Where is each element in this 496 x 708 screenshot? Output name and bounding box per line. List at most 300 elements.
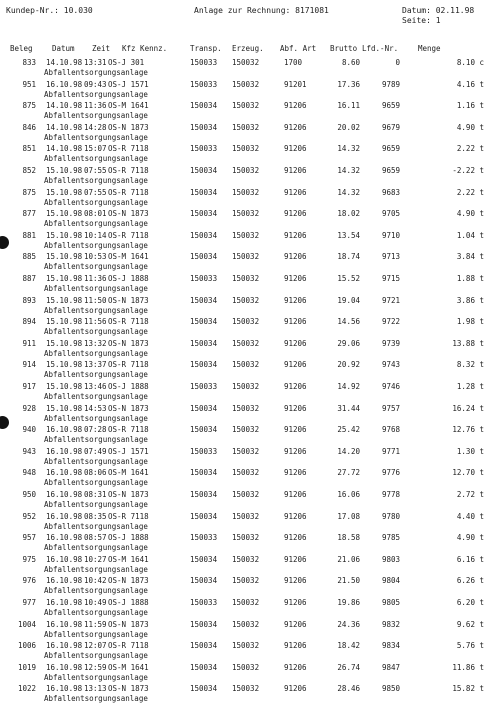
gross-weight-cell: 18.58 bbox=[337, 533, 360, 543]
transporter-cell: 150034 bbox=[190, 511, 218, 521]
gross-weight-cell: 26.74 bbox=[337, 662, 360, 672]
waste-type-cell: 91206 bbox=[284, 338, 307, 348]
producer-cell: 150032 bbox=[232, 511, 260, 521]
row-description: Abfallentsorgungsanlage bbox=[44, 543, 148, 553]
table-row bbox=[0, 339, 496, 363]
transporter-cell: 150034 bbox=[190, 425, 218, 435]
waste-type-cell: 91206 bbox=[284, 598, 307, 607]
producer-cell: 150032 bbox=[232, 662, 260, 672]
vehicle-plate-cell: OS-J 1888 bbox=[108, 382, 149, 391]
beleg-cell: 928 bbox=[22, 403, 36, 413]
time-cell: 08:31 bbox=[84, 490, 107, 499]
gross-weight-cell: 18.42 bbox=[337, 641, 360, 651]
table-row bbox=[0, 641, 496, 665]
beleg-cell: 948 bbox=[22, 468, 36, 478]
vehicle-plate-cell: OS-N 1873 bbox=[108, 403, 149, 413]
beleg-cell: 914 bbox=[22, 360, 36, 370]
quantity-cell: 4.16 t bbox=[456, 79, 484, 89]
serial-number-cell: 9679 bbox=[381, 122, 400, 132]
beleg-cell: 917 bbox=[22, 382, 36, 391]
table-row bbox=[0, 80, 496, 104]
transporter-cell: 150033 bbox=[190, 598, 218, 607]
quantity-cell: 12.70 t bbox=[452, 468, 484, 478]
serial-number-cell: 9785 bbox=[381, 533, 400, 543]
date-cell: 16.10.98 bbox=[46, 619, 83, 629]
quantity-cell: 1.16 t bbox=[456, 101, 484, 111]
row-description: Abfallentsorgungsanlage bbox=[44, 68, 148, 77]
waste-type-cell: 91206 bbox=[284, 122, 307, 132]
serial-number-cell: 9746 bbox=[381, 382, 400, 391]
table-row bbox=[0, 317, 496, 341]
gross-weight-cell: 18.74 bbox=[337, 252, 360, 262]
time-cell: 11:56 bbox=[84, 317, 107, 327]
waste-type-cell: 91206 bbox=[284, 576, 307, 586]
transporter-cell: 150034 bbox=[190, 209, 218, 219]
producer-cell: 150032 bbox=[232, 58, 260, 67]
row-description: Abfallentsorgungsanlage bbox=[44, 608, 148, 617]
gross-weight-cell: 17.08 bbox=[337, 511, 360, 521]
time-cell: 10:27 bbox=[84, 554, 107, 564]
gross-weight-cell: 21.50 bbox=[337, 576, 360, 586]
serial-number-cell: 9743 bbox=[381, 360, 400, 370]
quantity-cell: 1.88 t bbox=[456, 274, 484, 283]
table-row bbox=[0, 382, 496, 406]
table-row bbox=[0, 188, 496, 212]
transporter-cell: 150033 bbox=[190, 382, 218, 391]
table-row bbox=[0, 123, 496, 147]
producer-cell: 150032 bbox=[232, 619, 260, 629]
producer-cell: 150032 bbox=[232, 274, 260, 283]
beleg-cell: 852 bbox=[22, 166, 36, 175]
waste-type-cell: 91206 bbox=[284, 490, 307, 499]
vehicle-plate-cell: OS-R 7118 bbox=[108, 166, 149, 175]
beleg-cell: 887 bbox=[22, 274, 36, 283]
serial-number-cell: 9721 bbox=[381, 295, 400, 305]
row-description: Abfallentsorgungsanlage bbox=[44, 305, 148, 315]
transporter-cell: 150034 bbox=[190, 468, 218, 478]
date-cell: 15.10.98 bbox=[46, 230, 83, 240]
producer-cell: 150032 bbox=[232, 425, 260, 435]
serial-number-cell: 9705 bbox=[381, 209, 400, 219]
row-description: Abfallentsorgungsanlage bbox=[44, 629, 148, 639]
gross-weight-cell: 25.42 bbox=[337, 425, 360, 435]
serial-number-cell: 9757 bbox=[381, 403, 400, 413]
row-description: Abfallentsorgungsanlage bbox=[44, 327, 148, 337]
serial-number-cell: 9805 bbox=[381, 598, 400, 607]
serial-number-cell: 9834 bbox=[381, 641, 400, 651]
date-cell: 15.10.98 bbox=[46, 338, 83, 348]
gross-weight-cell: 14.20 bbox=[337, 446, 360, 456]
vehicle-plate-cell: OS-R 7118 bbox=[108, 144, 149, 154]
time-cell: 12:07 bbox=[84, 641, 107, 651]
vehicle-plate-cell: OS-R 7118 bbox=[108, 425, 149, 435]
waste-type-cell: 91206 bbox=[284, 360, 307, 370]
transporter-cell: 150033 bbox=[190, 144, 218, 154]
row-description: Abfallentsorgungsanlage bbox=[44, 176, 148, 185]
table-row bbox=[0, 144, 496, 168]
time-cell: 08:57 bbox=[84, 533, 107, 543]
row-description: Abfallentsorgungsanlage bbox=[44, 262, 148, 272]
transporter-cell: 150034 bbox=[190, 166, 218, 175]
producer-cell: 150032 bbox=[232, 122, 260, 132]
beleg-cell: 940 bbox=[22, 425, 36, 435]
time-cell: 09:43 bbox=[84, 79, 107, 89]
beleg-cell: 952 bbox=[22, 511, 36, 521]
serial-number-cell: 9778 bbox=[381, 490, 400, 499]
waste-type-cell: 91206 bbox=[284, 554, 307, 564]
beleg-cell: 1004 bbox=[17, 619, 36, 629]
date-cell: 16.10.98 bbox=[46, 554, 83, 564]
waste-type-cell: 91206 bbox=[284, 403, 307, 413]
serial-number-cell: 9768 bbox=[381, 425, 400, 435]
vehicle-plate-cell: OS-J 301 bbox=[108, 58, 145, 67]
vehicle-plate-cell: OS-R 7118 bbox=[108, 511, 149, 521]
row-description: Abfallentsorgungsanlage bbox=[44, 154, 148, 164]
transporter-cell: 150033 bbox=[190, 274, 218, 283]
row-description: Abfallentsorgungsanlage bbox=[44, 413, 148, 423]
transporter-cell: 150034 bbox=[190, 252, 218, 262]
row-description: Abfallentsorgungsanlage bbox=[44, 672, 148, 682]
time-cell: 10:53 bbox=[84, 252, 107, 262]
row-description: Abfallentsorgungsanlage bbox=[44, 564, 148, 574]
table-row bbox=[0, 533, 496, 557]
beleg-cell: 885 bbox=[22, 252, 36, 262]
transporter-cell: 150034 bbox=[190, 187, 218, 197]
time-cell: 15:07 bbox=[84, 144, 107, 154]
producer-cell: 150032 bbox=[232, 166, 260, 175]
beleg-cell: 950 bbox=[22, 490, 36, 499]
date-cell: 16.10.98 bbox=[46, 641, 83, 651]
producer-cell: 150032 bbox=[232, 490, 260, 499]
gross-weight-cell: 17.36 bbox=[337, 79, 360, 89]
time-cell: 10:42 bbox=[84, 576, 107, 586]
date-cell: 16.10.98 bbox=[46, 490, 83, 499]
quantity-cell: 16.24 t bbox=[452, 403, 484, 413]
quantity-cell: 15.82 t bbox=[452, 684, 484, 694]
date-cell: 15.10.98 bbox=[46, 166, 83, 175]
producer-cell: 150032 bbox=[232, 230, 260, 240]
vehicle-plate-cell: OS-J 1571 bbox=[108, 79, 149, 89]
transporter-cell: 150034 bbox=[190, 662, 218, 672]
time-cell: 07:55 bbox=[84, 166, 107, 175]
date-cell: 15.10.98 bbox=[46, 187, 83, 197]
vehicle-plate-cell: OS-R 7118 bbox=[108, 230, 149, 240]
time-cell: 11:59 bbox=[84, 619, 107, 629]
serial-number-cell: 9850 bbox=[381, 684, 400, 694]
quantity-cell: 3.86 t bbox=[456, 295, 484, 305]
quantity-cell: 6.20 t bbox=[456, 598, 484, 607]
table-row bbox=[0, 274, 496, 298]
transporter-cell: 150034 bbox=[190, 360, 218, 370]
quantity-cell: 13.88 t bbox=[452, 338, 484, 348]
customer-number: Kundep-Nr.: 10.030 bbox=[6, 6, 93, 15]
gross-weight-cell: 29.06 bbox=[337, 338, 360, 348]
gross-weight-cell: 14.92 bbox=[337, 382, 360, 391]
quantity-cell: 9.62 t bbox=[456, 619, 484, 629]
waste-type-cell: 91206 bbox=[284, 641, 307, 651]
table-row bbox=[0, 166, 496, 190]
table-row bbox=[0, 252, 496, 276]
waste-type-cell: 91206 bbox=[284, 684, 307, 694]
producer-cell: 150032 bbox=[232, 598, 260, 607]
date-cell: 16.10.98 bbox=[46, 468, 83, 478]
serial-number-cell: 9683 bbox=[381, 187, 400, 197]
col-header-erzeug: Erzeug. bbox=[232, 44, 264, 53]
transporter-cell: 150034 bbox=[190, 684, 218, 694]
serial-number-cell: 9739 bbox=[381, 338, 400, 348]
producer-cell: 150032 bbox=[232, 576, 260, 586]
date-cell: 15.10.98 bbox=[46, 317, 83, 327]
table-row bbox=[0, 555, 496, 579]
transporter-cell: 150034 bbox=[190, 295, 218, 305]
table-row bbox=[0, 404, 496, 428]
producer-cell: 150032 bbox=[232, 338, 260, 348]
serial-number-cell: 9847 bbox=[381, 662, 400, 672]
vehicle-plate-cell: OS-R 7118 bbox=[108, 187, 149, 197]
time-cell: 10:14 bbox=[84, 230, 107, 240]
date-cell: 15.10.98 bbox=[46, 252, 83, 262]
row-description: Abfallentsorgungsanlage bbox=[44, 219, 148, 229]
waste-type-cell: 91206 bbox=[284, 468, 307, 478]
quantity-cell: 8.32 t bbox=[456, 360, 484, 370]
waste-type-cell: 91206 bbox=[284, 446, 307, 456]
vehicle-plate-cell: OS-J 1571 bbox=[108, 446, 149, 456]
producer-cell: 150032 bbox=[232, 446, 260, 456]
gross-weight-cell: 31.44 bbox=[337, 403, 360, 413]
date-cell: 14.10.98 bbox=[46, 122, 83, 132]
quantity-cell: 4.90 t bbox=[456, 122, 484, 132]
table-row bbox=[0, 620, 496, 644]
beleg-cell: 1019 bbox=[17, 662, 36, 672]
col-header-datum: Datum bbox=[52, 44, 75, 53]
serial-number-cell: 9789 bbox=[381, 79, 400, 89]
gross-weight-cell: 16.06 bbox=[337, 490, 360, 499]
date-cell: 14.10.98 bbox=[46, 144, 83, 154]
waste-type-cell: 91206 bbox=[284, 619, 307, 629]
quantity-cell: 1.98 t bbox=[456, 317, 484, 327]
transporter-cell: 150034 bbox=[190, 317, 218, 327]
date-cell: 16.10.98 bbox=[46, 598, 83, 607]
table-row bbox=[0, 209, 496, 233]
transporter-cell: 150034 bbox=[190, 554, 218, 564]
date-cell: 16.10.98 bbox=[46, 662, 83, 672]
gross-weight-cell: 16.11 bbox=[337, 101, 360, 111]
producer-cell: 150032 bbox=[232, 641, 260, 651]
table-row bbox=[0, 468, 496, 492]
transporter-cell: 150033 bbox=[190, 533, 218, 543]
quantity-cell: 4.90 t bbox=[456, 209, 484, 219]
waste-type-cell: 91206 bbox=[284, 252, 307, 262]
time-cell: 11:36 bbox=[84, 274, 107, 283]
waste-type-cell: 91206 bbox=[284, 230, 307, 240]
gross-weight-cell: 20.92 bbox=[337, 360, 360, 370]
beleg-cell: 957 bbox=[22, 533, 36, 543]
time-cell: 13:31 bbox=[84, 58, 107, 67]
vehicle-plate-cell: OS-M 1641 bbox=[108, 662, 149, 672]
date-cell: 15.10.98 bbox=[46, 209, 83, 219]
date-cell: 16.10.98 bbox=[46, 511, 83, 521]
col-header-menge: Menge bbox=[418, 44, 441, 53]
waste-type-cell: 1700 bbox=[284, 58, 303, 67]
invoice-attachment-title: Anlage zur Rechnung: 8171081 bbox=[194, 6, 329, 15]
table-row bbox=[0, 576, 496, 600]
transporter-cell: 150034 bbox=[190, 338, 218, 348]
gross-weight-cell: 19.86 bbox=[337, 598, 360, 607]
time-cell: 11:50 bbox=[84, 295, 107, 305]
vehicle-plate-cell: OS-N 1873 bbox=[108, 295, 149, 305]
producer-cell: 150032 bbox=[232, 295, 260, 305]
serial-number-cell: 9771 bbox=[381, 446, 400, 456]
gross-weight-cell: 14.32 bbox=[337, 144, 360, 154]
date-cell: 16.10.98 bbox=[46, 446, 83, 456]
waste-type-cell: 91206 bbox=[284, 533, 307, 543]
transporter-cell: 150034 bbox=[190, 641, 218, 651]
row-description: Abfallentsorgungsanlage bbox=[44, 132, 148, 142]
quantity-cell: 4.90 t bbox=[456, 533, 484, 543]
beleg-cell: 1022 bbox=[17, 684, 36, 694]
beleg-cell: 833 bbox=[22, 58, 36, 67]
quantity-cell: 1.28 t bbox=[456, 382, 484, 391]
row-description: Abfallentsorgungsanlage bbox=[44, 240, 148, 250]
row-description: Abfallentsorgungsanlage bbox=[44, 197, 148, 207]
table-row bbox=[0, 684, 496, 708]
time-cell: 07:28 bbox=[84, 425, 107, 435]
vehicle-plate-cell: OS-R 7118 bbox=[108, 641, 149, 651]
table-row bbox=[0, 663, 496, 687]
serial-number-cell: 9722 bbox=[381, 317, 400, 327]
transporter-cell: 150034 bbox=[190, 619, 218, 629]
gross-weight-cell: 8.60 bbox=[341, 58, 360, 67]
vehicle-plate-cell: OS-J 1888 bbox=[108, 533, 149, 543]
quantity-cell: 5.76 t bbox=[456, 641, 484, 651]
quantity-cell: 6.26 t bbox=[456, 576, 484, 586]
vehicle-plate-cell: OS-N 1873 bbox=[108, 490, 149, 499]
gross-weight-cell: 24.36 bbox=[337, 619, 360, 629]
vehicle-plate-cell: OS-N 1873 bbox=[108, 684, 149, 694]
vehicle-plate-cell: OS-J 1888 bbox=[108, 274, 149, 283]
quantity-cell: 12.76 t bbox=[452, 425, 484, 435]
table-row bbox=[0, 296, 496, 320]
col-header-abf-art: Abf. Art bbox=[280, 44, 317, 53]
beleg-cell: 851 bbox=[22, 144, 36, 154]
gross-weight-cell: 28.46 bbox=[337, 684, 360, 694]
producer-cell: 150032 bbox=[232, 187, 260, 197]
quantity-cell: 6.16 t bbox=[456, 554, 484, 564]
row-description: Abfallentsorgungsanlage bbox=[44, 651, 148, 661]
waste-type-cell: 91206 bbox=[284, 274, 307, 283]
vehicle-plate-cell: OS-N 1873 bbox=[108, 338, 149, 348]
row-description: Abfallentsorgungsanlage bbox=[44, 521, 148, 531]
transporter-cell: 150034 bbox=[190, 101, 218, 111]
waste-type-cell: 91206 bbox=[284, 209, 307, 219]
table-row bbox=[0, 101, 496, 125]
vehicle-plate-cell: OS-M 1641 bbox=[108, 468, 149, 478]
time-cell: 14:28 bbox=[84, 122, 107, 132]
producer-cell: 150032 bbox=[232, 554, 260, 564]
time-cell: 08:06 bbox=[84, 468, 107, 478]
waste-type-cell: 91206 bbox=[284, 662, 307, 672]
serial-number-cell: 9659 bbox=[381, 166, 400, 175]
date-cell: 16.10.98 bbox=[46, 425, 83, 435]
serial-number-cell: 9804 bbox=[381, 576, 400, 586]
waste-type-cell: 91206 bbox=[284, 101, 307, 111]
table-row bbox=[0, 360, 496, 384]
table-row bbox=[0, 425, 496, 449]
quantity-cell: 2.22 t bbox=[456, 144, 484, 154]
serial-number-cell: 9659 bbox=[381, 101, 400, 111]
beleg-cell: 977 bbox=[22, 598, 36, 607]
waste-type-cell: 91206 bbox=[284, 425, 307, 435]
beleg-cell: 846 bbox=[22, 122, 36, 132]
gross-weight-cell: 14.56 bbox=[337, 317, 360, 327]
transporter-cell: 150033 bbox=[190, 79, 218, 89]
quantity-cell: 2.72 t bbox=[456, 490, 484, 499]
beleg-cell: 875 bbox=[22, 101, 36, 111]
quantity-cell: 4.40 t bbox=[456, 511, 484, 521]
gross-weight-cell: 21.06 bbox=[337, 554, 360, 564]
producer-cell: 150032 bbox=[232, 403, 260, 413]
beleg-cell: 875 bbox=[22, 187, 36, 197]
producer-cell: 150032 bbox=[232, 79, 260, 89]
transporter-cell: 150034 bbox=[190, 122, 218, 132]
beleg-cell: 894 bbox=[22, 317, 36, 327]
date-cell: 15.10.98 bbox=[46, 274, 83, 283]
waste-type-cell: 91201 bbox=[284, 79, 307, 89]
col-header-transp: Transp. bbox=[190, 44, 222, 53]
beleg-cell: 975 bbox=[22, 554, 36, 564]
producer-cell: 150032 bbox=[232, 533, 260, 543]
producer-cell: 150032 bbox=[232, 468, 260, 478]
row-description: Abfallentsorgungsanlage bbox=[44, 111, 148, 121]
gross-weight-cell: 19.04 bbox=[337, 295, 360, 305]
quantity-cell: -2.22 t bbox=[452, 166, 484, 175]
serial-number-cell: 9780 bbox=[381, 511, 400, 521]
time-cell: 08:35 bbox=[84, 511, 107, 521]
row-description: Abfallentsorgungsanlage bbox=[44, 478, 148, 488]
transporter-cell: 150033 bbox=[190, 446, 218, 456]
row-description: Abfallentsorgungsanlage bbox=[44, 500, 148, 509]
time-cell: 07:55 bbox=[84, 187, 107, 197]
gross-weight-cell: 14.32 bbox=[337, 187, 360, 197]
col-header-beleg: Beleg bbox=[10, 44, 33, 53]
serial-number-cell: 9710 bbox=[381, 230, 400, 240]
time-cell: 10:49 bbox=[84, 598, 107, 607]
producer-cell: 150032 bbox=[232, 209, 260, 219]
row-description: Abfallentsorgungsanlage bbox=[44, 348, 148, 358]
date-cell: 16.10.98 bbox=[46, 684, 83, 694]
vehicle-plate-cell: OS-N 1873 bbox=[108, 576, 149, 586]
vehicle-plate-cell: OS-N 1873 bbox=[108, 209, 149, 219]
vehicle-plate-cell: OS-N 1873 bbox=[108, 122, 149, 132]
waste-type-cell: 91206 bbox=[284, 317, 307, 327]
producer-cell: 150032 bbox=[232, 252, 260, 262]
producer-cell: 150032 bbox=[232, 360, 260, 370]
vehicle-plate-cell: OS-M 1641 bbox=[108, 554, 149, 564]
col-header-lfd-nr: Lfd.-Nr. bbox=[362, 44, 399, 53]
date-cell: 16.10.98 bbox=[46, 79, 83, 89]
date-cell: 15.10.98 bbox=[46, 403, 83, 413]
beleg-cell: 943 bbox=[22, 446, 36, 456]
date-cell: 15.10.98 bbox=[46, 382, 83, 391]
waste-type-cell: 91206 bbox=[284, 295, 307, 305]
table-row bbox=[0, 231, 496, 255]
gross-weight-cell: 15.52 bbox=[337, 274, 360, 283]
gross-weight-cell: 20.02 bbox=[337, 122, 360, 132]
gross-weight-cell: 27.72 bbox=[337, 468, 360, 478]
time-cell: 13:13 bbox=[84, 684, 107, 694]
table-row bbox=[0, 512, 496, 536]
row-description: Abfallentsorgungsanlage bbox=[44, 284, 148, 293]
